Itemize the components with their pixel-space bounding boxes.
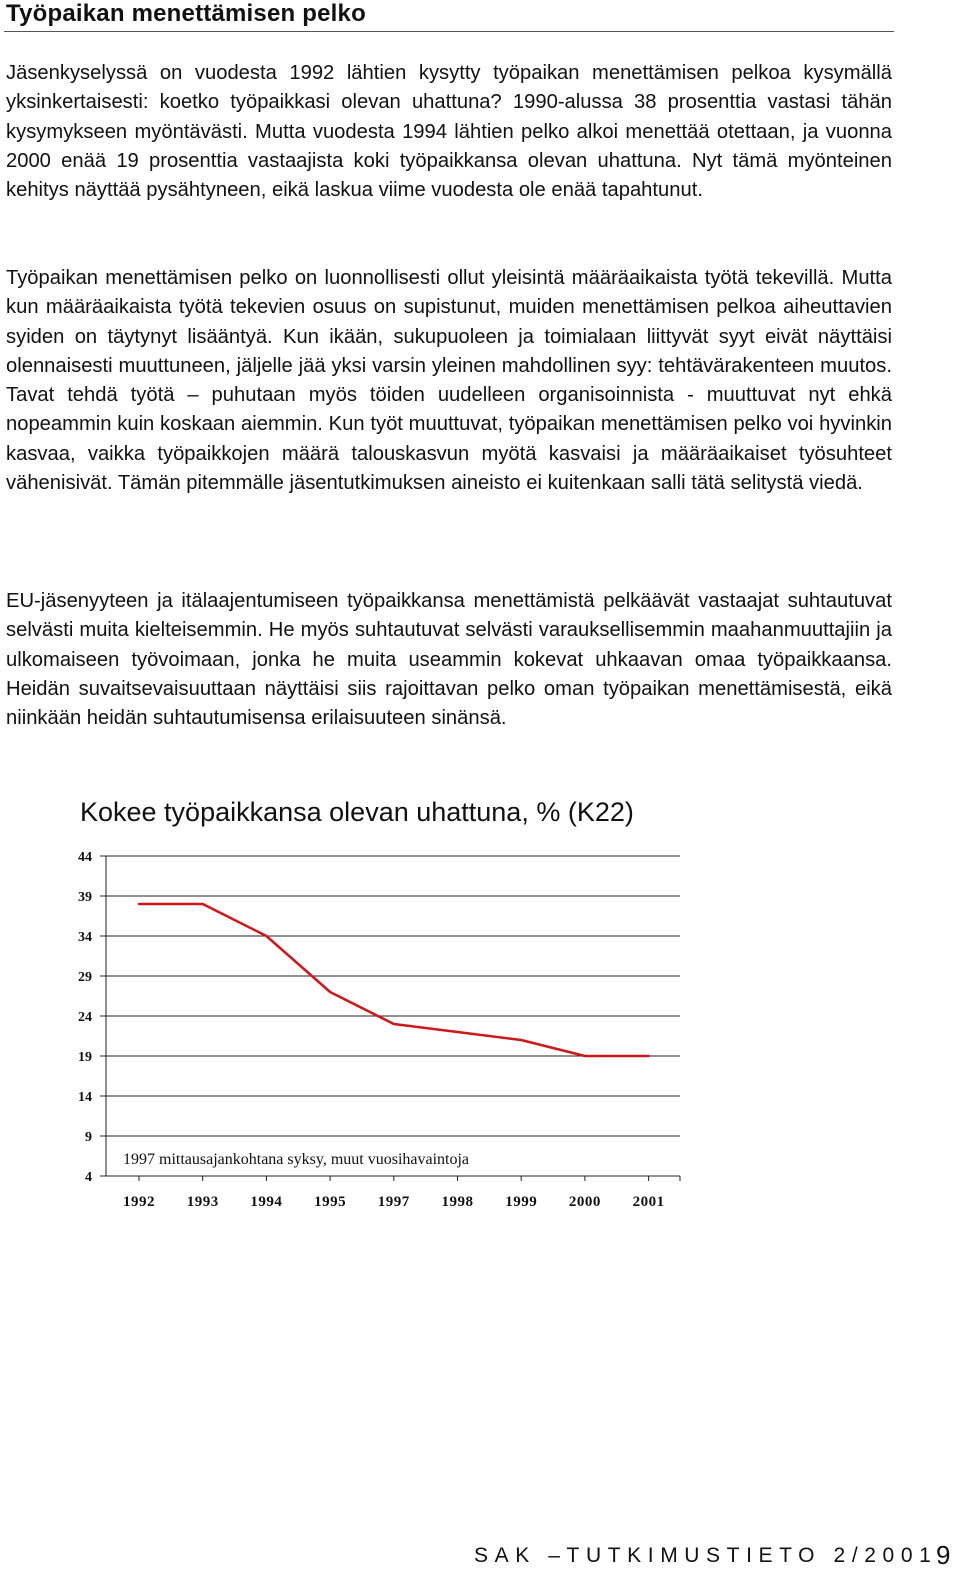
x-tick-label: 1995 [314, 1194, 347, 1210]
chart-annotation: 1997 mittausajankohtana syksy, muut vuosihavaintoja [123, 1151, 470, 1168]
y-tick-label: 19 [78, 1050, 92, 1065]
y-tick-label: 29 [78, 970, 92, 985]
x-tick-label: 2001 [632, 1194, 665, 1210]
y-tick-label: 9 [85, 1130, 92, 1145]
data-point [202, 903, 204, 905]
x-tick-label: 1997 [377, 1194, 410, 1210]
y-tick-label: 39 [78, 890, 92, 905]
y-tick-label: 44 [78, 850, 92, 865]
page-title: Työpaikan menettämisen pelko [6, 0, 366, 27]
chart-title: Kokee työpaikkansa olevan uhattuna, % (K22) [80, 797, 634, 827]
data-point [138, 903, 140, 905]
x-tick-label: 2000 [568, 1194, 601, 1210]
data-point [456, 1031, 458, 1033]
data-point [329, 991, 331, 993]
x-tick-label: 1999 [505, 1194, 538, 1210]
x-tick-label: 1994 [250, 1194, 283, 1210]
data-point [647, 1055, 649, 1057]
x-tick-label: 1992 [123, 1194, 155, 1210]
paragraph-2: Työpaikan menettämisen pelko on luonnollisesti ollut yleisintä määräaikaista työtä tekevillä. Mutta kun määräaikaista työtä tekevien osuus on supistunut, muiden menettämisen pelkoa aiheuttavien syiden on täytynyt lisääntyä. Kun ikään, sukupuoleen ja toimialaan liittyvät syyt eivät näyttäisi olennaisesti muuttuneen, jäljelle jää yksi varsin yleinen mahdollinen syy: tehtävärakenteen muutos. Tavat tehdä työtä – puhutaan myös töiden uudelleen organisoinnista - muuttuvat nyt ehkä nopeammin kuin koskaan aiemmin. Kun työt muuttuvat, työpaikan menettämisen pelko voi hyvinkin kasvaa, vaikka työpaikkojen määrä talouskasvun myötä kasvaisi ja määräaikaiset työsuhteet vähenisivät. Tämän pitemmälle jäsentutkimuksen aineisto ei kuitenkaan salli tätä selitystä viedä. [6, 267, 892, 495]
x-tick-label: 1993 [186, 1194, 219, 1210]
data-point [584, 1055, 586, 1057]
series-line [139, 904, 649, 1056]
y-tick-label: 4 [85, 1170, 92, 1185]
data-point [520, 1039, 522, 1041]
data-point [265, 935, 267, 937]
paragraph-1: Jäsenkyselyssä on vuodesta 1992 lähtien kysytty työpaikan menettämisen pelkoa kysymällä yksinkertaisesti: koetko työpaikkasi olevan uhattuna? 1990-alussa 38 prosenttia vastasi tähän kysymykseen myöntävästi. Mutta vuodesta 1994 lähtien pelko alkoi menettää otettaan, ja vuonna 2000 enää 19 prosenttia vastaajista koki työpaikkansa olevan uhattuna. Nyt tämä myönteinen kehitys näyttää pysähtyneen, eikä laskua viime vuodesta ole enää tapahtunut. [6, 62, 892, 202]
y-tick-label: 14 [78, 1090, 92, 1105]
y-tick-label: 24 [78, 1010, 92, 1025]
footer-page-number: 9 [936, 1540, 951, 1570]
footer-publication: SAK –TUTKIMUSTIETO 2/2001 [474, 1544, 938, 1567]
x-tick-label: 1998 [441, 1194, 474, 1210]
data-point [393, 1023, 395, 1025]
y-tick-label: 34 [78, 930, 92, 945]
paragraph-3: EU-jäsenyyteen ja itälaajentumiseen työpaikkansa menettämistä pelkäävät vastaajat suhtautuvat selvästi muita kielteisemmin. He myös suhtautuvat selvästi varauksellisemmin maahanmuuttajiin ja ulkomaiseen työvoimaan, jonka he muita useammin kokevat uhkaavan omaa työpaikkaansa. Heidän suvaitsevaisuuttaan näyttäisi siis rajoittavan pelko oman työpaikan menettämisestä, eikä niinkään heidän suhtautumisensa erilaisuuteen sinänsä. [6, 590, 892, 730]
